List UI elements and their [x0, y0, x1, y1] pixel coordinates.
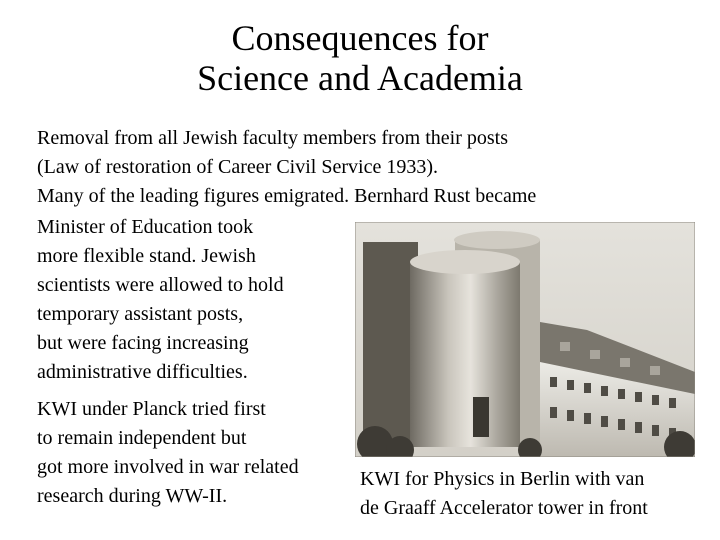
paragraph-kwi — [37, 395, 299, 511]
text-line: temporary assistant posts, — [37, 303, 244, 325]
text-line: more flexible stand. Jewish — [37, 245, 256, 267]
text-line: Many of the leading figures emigrated. Bernhard Rust became — [37, 185, 537, 207]
text-line: Minister of Education took — [37, 216, 254, 238]
paragraph-removal — [37, 124, 536, 211]
slide-title — [0, 18, 720, 98]
kwi-building-photo — [355, 222, 695, 457]
text-line: got more involved in war related — [37, 456, 299, 478]
text-line: research during WW-II. — [37, 485, 228, 507]
title-line-1: Consequences for — [231, 18, 489, 58]
title-line-2: Science and Academia — [197, 58, 523, 98]
paragraph-rust — [37, 213, 284, 387]
text-line: KWI under Planck tried first — [37, 398, 266, 420]
text-line: Removal from all Jewish faculty members from their posts — [37, 127, 509, 149]
text-line: scientists were allowed to hold — [37, 274, 284, 296]
text-line: to remain independent but — [37, 427, 247, 449]
caption-line-2: de Graaff Accelerator tower in front — [360, 497, 648, 519]
caption-line-1: KWI for Physics in Berlin with van — [360, 468, 645, 490]
text-line: but were facing increasing — [37, 332, 249, 354]
photo-caption — [360, 465, 648, 523]
text-line: administrative difficulties. — [37, 361, 248, 383]
text-line: (Law of restoration of Career Civil Service 1933). — [37, 156, 438, 178]
